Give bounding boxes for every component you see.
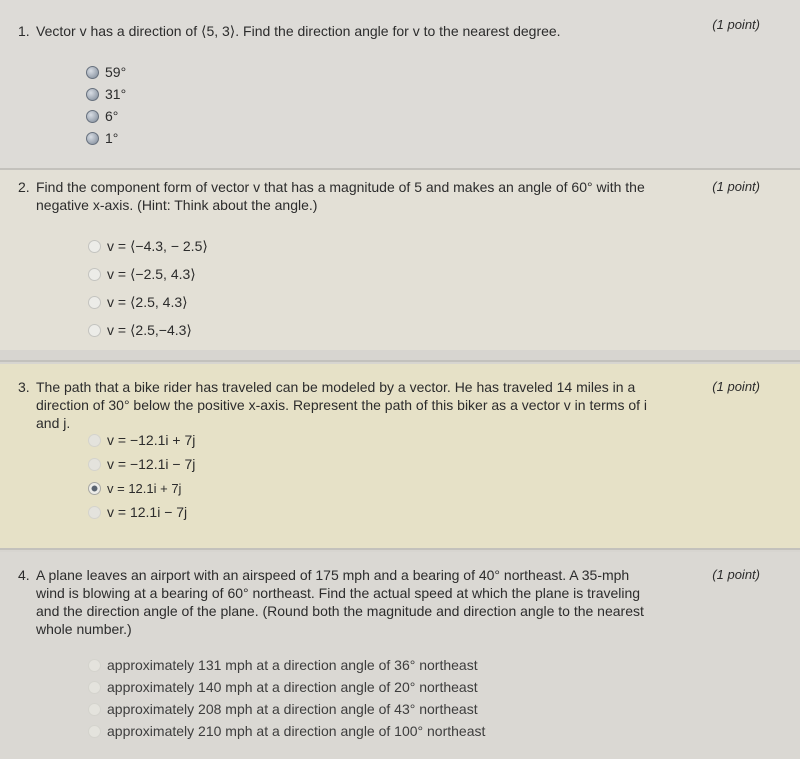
option-3[interactable]: [88, 698, 485, 720]
radio-button[interactable]: [86, 110, 99, 123]
question-text: Vector v has a direction of ⟨5, 3⟩. Find the direction angle for v to the nearest degree.: [36, 23, 561, 39]
option-label: v = 12.1i + 7j: [107, 480, 182, 496]
option-label: approximately 208 mph at a direction angle of 43° northeast: [107, 701, 478, 717]
question-number: 2.: [18, 179, 30, 195]
radio-button[interactable]: [86, 132, 99, 145]
option-1[interactable]: [88, 428, 195, 452]
question-2: [0, 170, 800, 350]
question-text: Find the component form of vector v that has a magnitude of 5 and makes an angle of 60° with the negative x-axis. (Hint: Think about the angle.): [36, 179, 645, 213]
option-label: v = −12.1i − 7j: [107, 456, 196, 472]
option-label: v = ⟨−4.3, − 2.5⟩: [107, 237, 208, 254]
option-label: 6°: [105, 108, 119, 124]
options-list: [86, 61, 126, 149]
points-label: (1 point): [712, 179, 760, 194]
option-1[interactable]: [86, 61, 126, 83]
points-label: (1 point): [712, 17, 760, 32]
radio-button[interactable]: [88, 506, 101, 519]
question-text: The path that a bike rider has traveled can be modeled by a vector. He has traveled 14 miles in a direction of 30° below the positive x-axis. Represent the path of this biker as a vector v in terms of i and j.: [36, 379, 648, 431]
radio-button[interactable]: [88, 296, 101, 309]
points-label: (1 point): [712, 567, 760, 582]
option-2[interactable]: [88, 452, 195, 476]
question-1: [0, 0, 800, 168]
radio-button[interactable]: [86, 66, 99, 79]
option-label: v = 12.1i − 7j: [107, 504, 188, 520]
question-header: [18, 566, 760, 638]
question-4: [0, 552, 800, 759]
radio-button[interactable]: [88, 659, 101, 672]
radio-button-selected[interactable]: [88, 482, 101, 495]
radio-button[interactable]: [88, 725, 101, 738]
question-text: A plane leaves an airport with an airspeed of 175 mph and a bearing of 40° northeast. A 35-mph wind is blowing at a bearing of 60° northeast. Find the actual speed at which the plane is traveling and the direction angle of the plane. (Round both the magnitude and direction angle to the nearest whole number.): [36, 567, 644, 637]
option-label: approximately 131 mph at a direction angle of 36° northeast: [107, 657, 478, 673]
points-label: (1 point): [712, 379, 760, 394]
question-number: 4.: [18, 567, 30, 583]
options-list: [88, 654, 485, 742]
radio-button[interactable]: [86, 88, 99, 101]
option-1[interactable]: [88, 232, 208, 260]
option-4[interactable]: [86, 127, 126, 149]
radio-button[interactable]: [88, 268, 101, 281]
question-number: 3.: [18, 379, 30, 395]
option-3[interactable]: [86, 105, 126, 127]
divider: [0, 548, 800, 550]
question-header: [18, 378, 760, 432]
option-label: approximately 210 mph at a direction angle of 100° northeast: [107, 723, 486, 739]
option-4[interactable]: [88, 316, 208, 344]
question-number: 1.: [18, 23, 30, 39]
option-label: v = ⟨2.5, 4.3⟩: [107, 293, 188, 310]
option-label: 1°: [105, 130, 119, 146]
divider: [0, 360, 800, 362]
option-4[interactable]: [88, 500, 195, 524]
option-label: 31°: [105, 86, 127, 102]
radio-button[interactable]: [88, 703, 101, 716]
option-label: 59°: [105, 64, 127, 80]
question-3: [0, 364, 800, 548]
radio-button[interactable]: [88, 458, 101, 471]
question-header: [18, 17, 760, 40]
option-2[interactable]: [86, 83, 126, 105]
radio-button[interactable]: [88, 681, 101, 694]
option-label: approximately 140 mph at a direction angle of 20° northeast: [107, 679, 478, 695]
option-3-selected[interactable]: [88, 476, 195, 500]
option-1[interactable]: [88, 654, 485, 676]
radio-button[interactable]: [88, 434, 101, 447]
option-2[interactable]: [88, 676, 485, 698]
radio-button[interactable]: [88, 324, 101, 337]
option-label: v = −12.1i + 7j: [107, 432, 196, 448]
option-4[interactable]: [88, 720, 485, 742]
option-3[interactable]: [88, 288, 208, 316]
options-list: [88, 232, 208, 344]
option-label: v = ⟨2.5,−4.3⟩: [107, 321, 192, 338]
option-2[interactable]: [88, 260, 208, 288]
question-header: [18, 178, 760, 214]
options-list: [88, 428, 195, 524]
option-label: v = ⟨−2.5, 4.3⟩: [107, 265, 196, 282]
radio-button[interactable]: [88, 240, 101, 253]
